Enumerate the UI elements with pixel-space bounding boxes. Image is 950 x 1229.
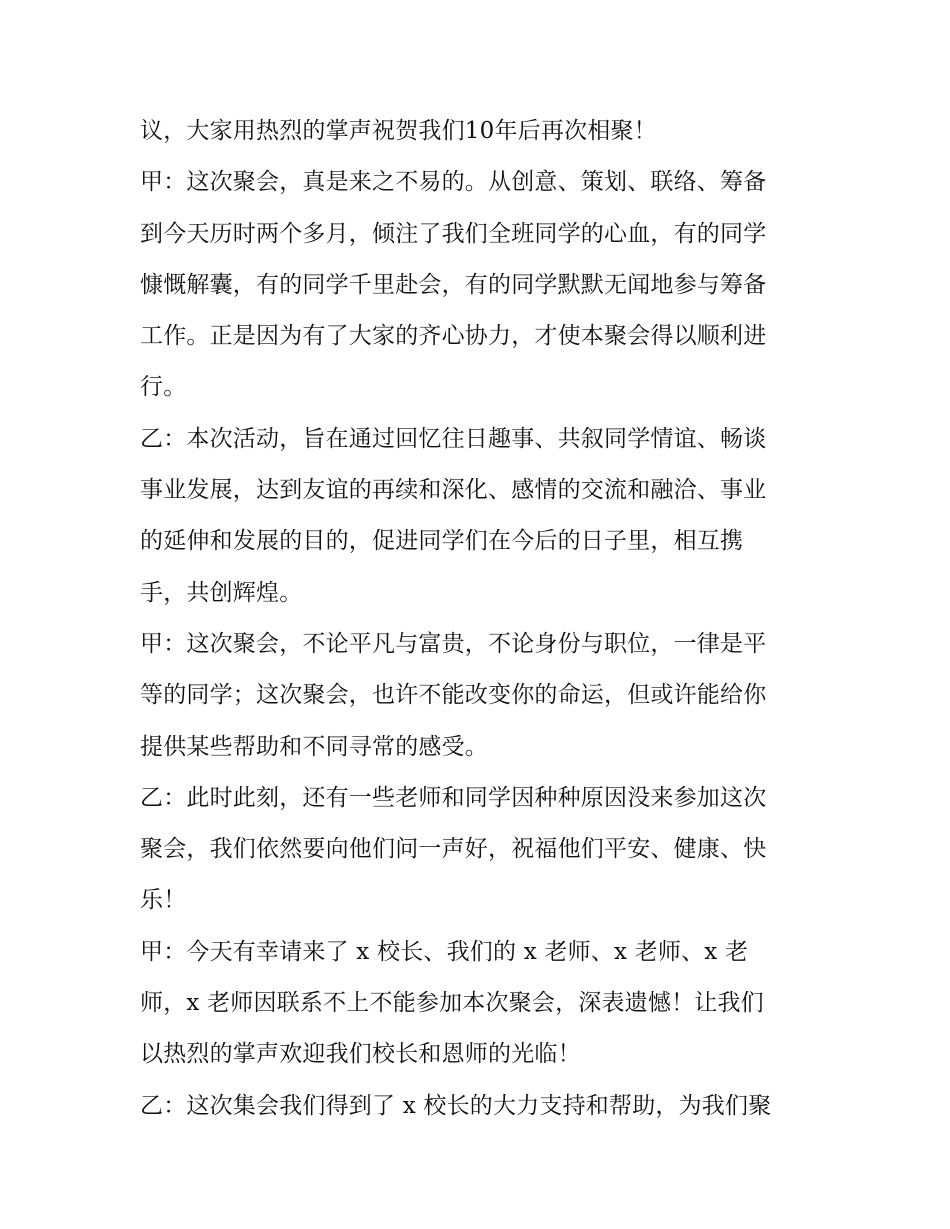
text-line: 行。 (140, 374, 187, 401)
text-line: 乙：本次活动，旨在通过回忆往日趣事、共叙同学情谊、畅谈 (140, 425, 767, 452)
text-line: 师，x 老师因联系不上不能参加本次聚会，深表遗憾！让我们 (140, 990, 764, 1017)
text-line: 到今天历时两个多月，倾注了我们全班同学的心血，有的同学 (140, 220, 767, 247)
text-line: 甲：今天有幸请来了 x 校长、我们的 x 老师、x 老师、x 老 (140, 938, 749, 965)
text-line: 乙：这次集会我们得到了 x 校长的大力支持和帮助，为我们聚 (140, 1092, 772, 1119)
document-body (140, 106, 820, 1132)
text-line: 议，大家用热烈的掌声祝贺我们10年后再次相聚！ (140, 118, 657, 144)
text-line: 乐！ (140, 887, 187, 914)
text-line: 等的同学；这次聚会，也许不能改变你的命运，但或许能给你 (140, 682, 767, 709)
text-line: 的延伸和发展的目的，促进同学们在今后的日子里，相互携 (140, 528, 744, 555)
text-line: 提供某些帮助和不同寻常的感受。 (140, 733, 488, 760)
text-line: 手，共创辉煌。 (140, 579, 303, 606)
text-line: 甲：这次聚会，真是来之不易的。从创意、策划、联络、筹备 (140, 169, 767, 196)
text-line: 甲：这次聚会，不论平凡与富贵，不论身份与职位，一律是平 (140, 630, 767, 657)
text-line: 以热烈的掌声欢迎我们校长和恩师的光临！ (140, 1041, 581, 1068)
text-line: 聚会，我们依然要向他们问一声好，祝福他们平安、健康、快 (140, 836, 767, 863)
text-line: 慷慨解囊，有的同学千里赴会，有的同学默默无闻地参与筹备 (140, 271, 767, 298)
text-line: 事业发展，达到友谊的再续和深化、感情的交流和融洽、事业 (140, 477, 767, 504)
text-line: 乙：此时此刻，还有一些老师和同学因种种原因没来参加这次 (140, 784, 767, 811)
text-line: 工作。正是因为有了大家的齐心协力，才使本聚会得以顺利进 (140, 323, 767, 350)
